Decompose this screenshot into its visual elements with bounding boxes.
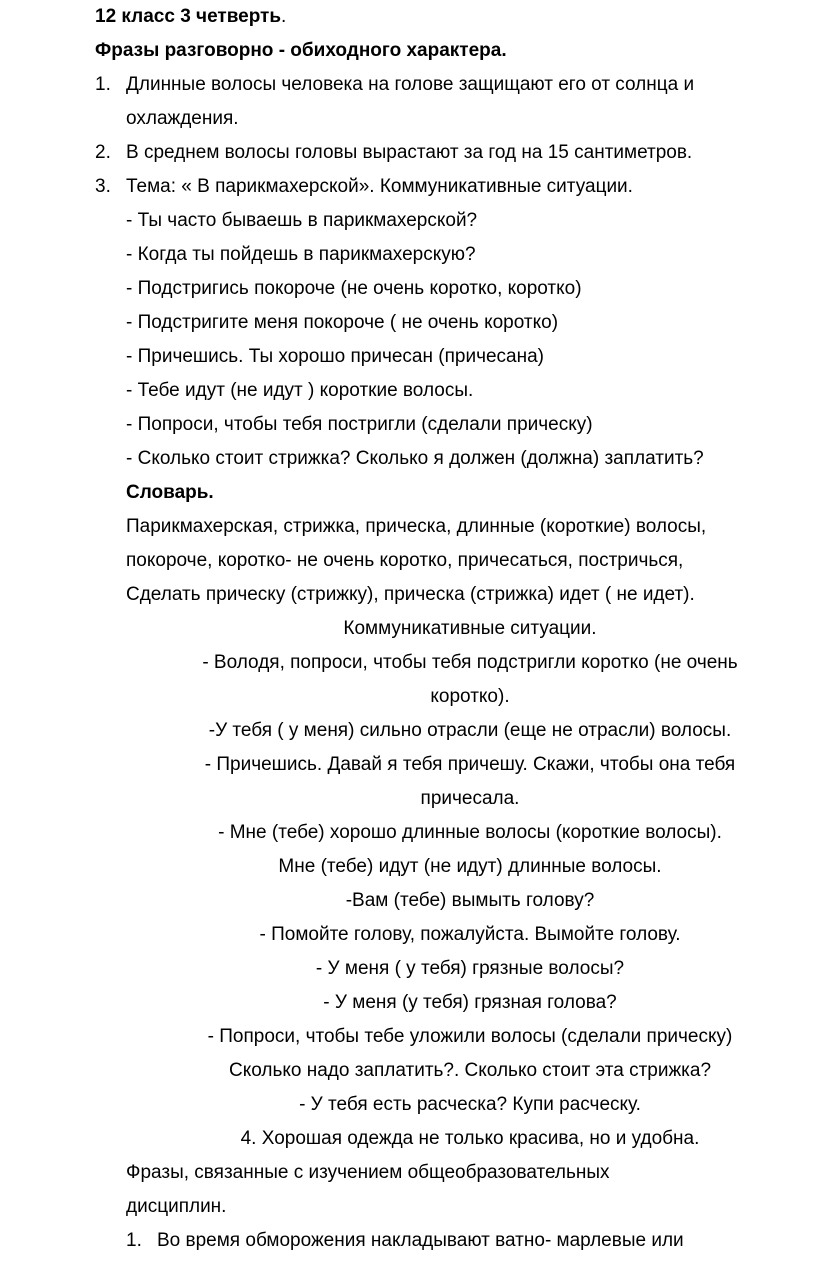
dialog-line: - Сколько стоит стрижка? Сколько я должен (должна) заплатить? [126, 448, 704, 469]
centered-line: - Попроси, чтобы тебе уложили волосы (сделали прическу) [207, 1026, 733, 1047]
document-title [95, 4, 286, 30]
centered-line: - У меня ( у тебя) грязные волосы? [315, 958, 625, 979]
dialog-line: - Ты часто бываешь в парикмахерской? [126, 210, 478, 231]
centered-line: - Мне (тебе) хорошо длинные волосы (короткие волосы). [218, 822, 722, 843]
centered-line: причесала. [420, 788, 520, 809]
title-dot: . [281, 6, 287, 27]
vocabulary-heading: Словарь. [126, 482, 214, 503]
list-item-text: охлаждения. [126, 108, 239, 129]
list-item-text: Длинные волосы человека на голове защищают его от солнца и [126, 74, 695, 95]
dialog-line: - Причешись. Ты хорошо причесан (причесана) [126, 346, 544, 367]
list-number: 3. [95, 176, 111, 197]
dialog-line: - Тебе идут (не идут ) короткие волосы. [126, 380, 474, 401]
list-item-text: В среднем волосы головы вырастают за год на 15 сантиметров. [126, 142, 693, 163]
dialog-line: - Подстригите меня покороче ( не очень коротко) [126, 312, 559, 333]
dialog-line: - Попроси, чтобы тебя постригли (сделали прическу) [126, 414, 593, 435]
title-text: 12 класс 3 четверть [95, 6, 282, 27]
centered-line: - У тебя есть расческа? Купи расческу. [299, 1094, 641, 1115]
dialog-line: - Когда ты пойдешь в парикмахерскую? [126, 244, 476, 265]
centered-line: -У тебя ( у меня) сильно отрасли (еще не отрасли) волосы. [208, 720, 732, 741]
centered-line: Мне (тебе) идут (не идут) длинные волосы. [278, 856, 662, 877]
centered-line: 4. Хорошая одежда не только красива, но и удобна. [240, 1128, 700, 1149]
section-line: Фразы, связанные с изучением общеобразовательных [126, 1162, 610, 1183]
centered-line: - У меня (у тебя) грязная голова? [323, 992, 617, 1013]
dialog-line: - Подстригись покороче (не очень коротко, коротко) [126, 278, 582, 299]
list-number: 1. [126, 1230, 142, 1251]
list-item-text: Тема: « В парикмахерской». Коммуникативные ситуации. [126, 176, 633, 197]
centered-line: - Володя, попроси, чтобы тебя подстригли коротко (не очень [202, 652, 738, 673]
centered-line: Сколько надо заплатить?. Сколько стоит эта стрижка? [228, 1060, 712, 1081]
centered-line: - Помойте голову, пожалуйста. Вымойте голову. [259, 924, 681, 945]
section-heading: Фразы разговорно - обиходного характера. [95, 40, 507, 61]
section-line: дисциплин. [126, 1196, 227, 1217]
vocabulary-line: Сделать прическу (стрижку), прическа (стрижка) идет ( не идет). [126, 584, 695, 605]
centered-line: коротко). [430, 686, 510, 707]
vocabulary-line: Парикмахерская, стрижка, прическа, длинные (короткие) волосы, [126, 516, 707, 537]
centered-line: - Причешись. Давай я тебя причешу. Скажи, чтобы она тебя [204, 754, 736, 775]
list-number: 1. [95, 74, 111, 95]
centered-heading: Коммуникативные ситуации. [343, 618, 597, 639]
vocabulary-line: покороче, коротко- не очень коротко, причесаться, постричься, [126, 550, 684, 571]
list-item-text: Во время обморожения накладывают ватно- марлевые или [157, 1230, 684, 1251]
list-number: 2. [95, 142, 111, 163]
centered-line: -Вам (тебе) вымыть голову? [345, 890, 595, 911]
